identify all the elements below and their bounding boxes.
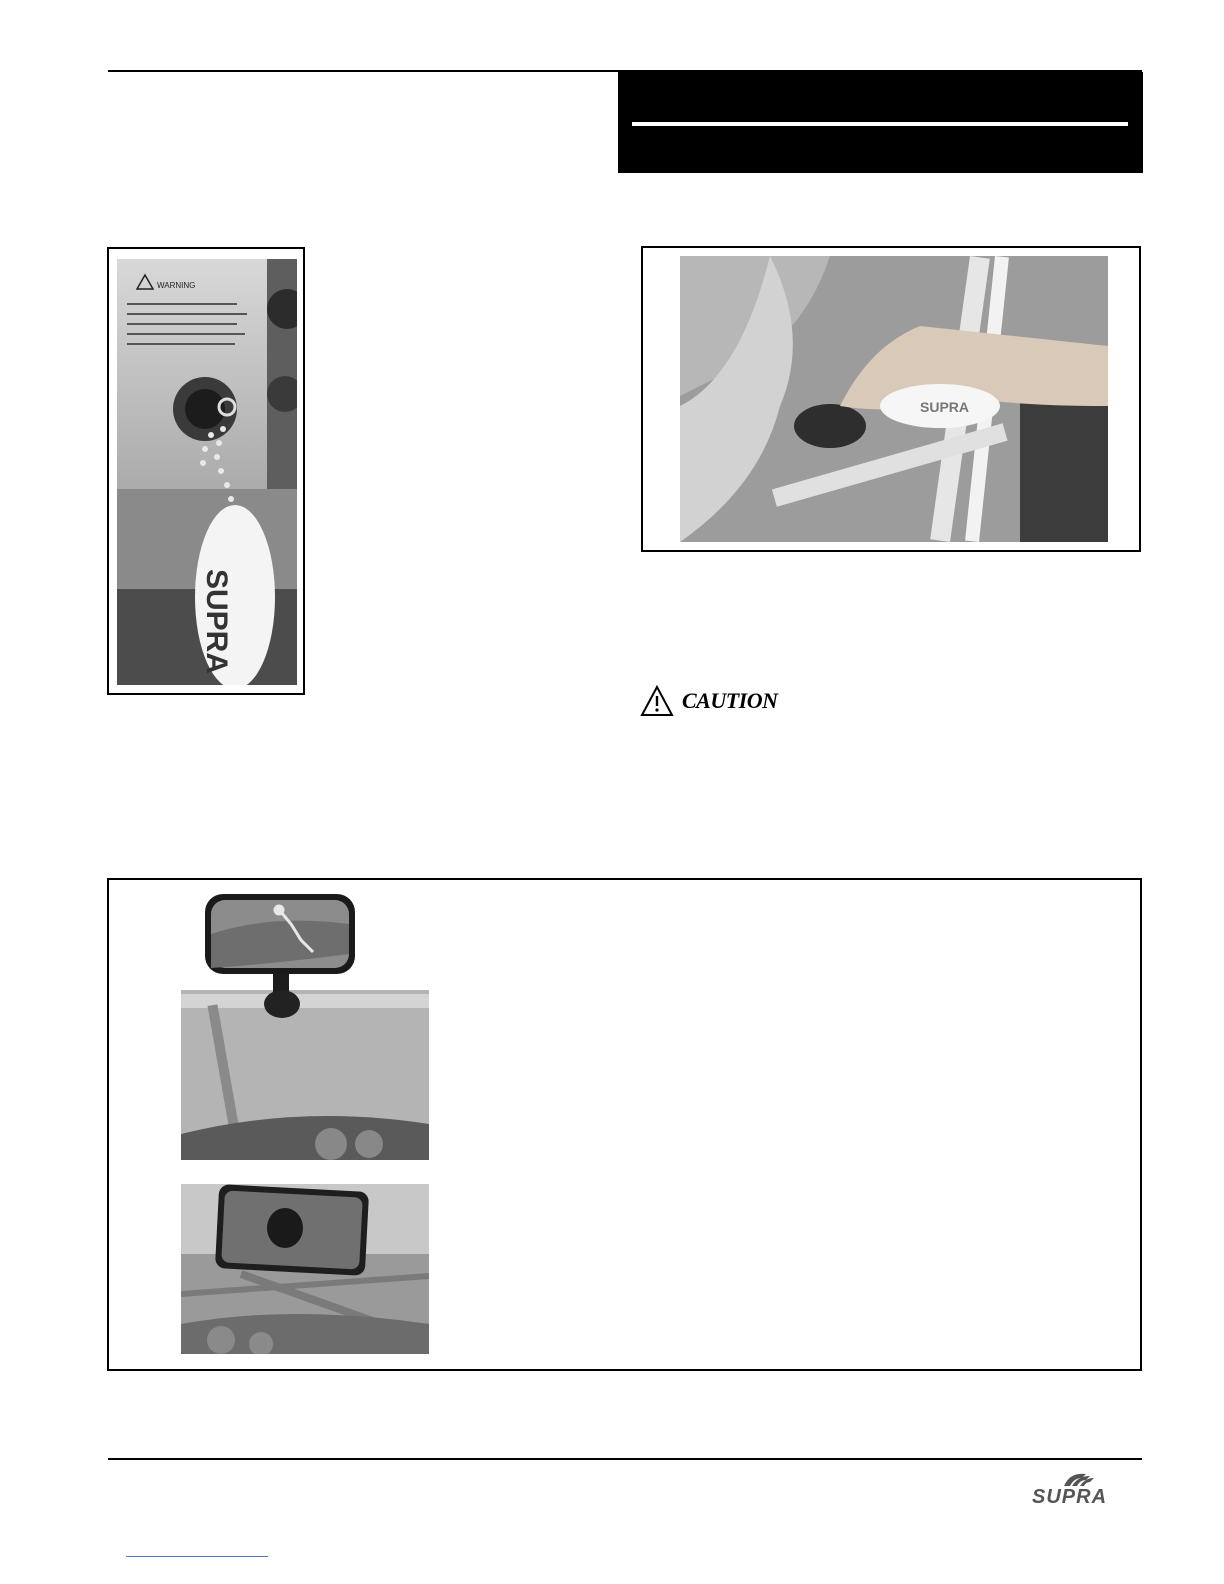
windshield-mirror-photo bbox=[181, 1184, 429, 1354]
warning-triangle-icon bbox=[640, 685, 674, 717]
warning-heading: WARNING bbox=[157, 281, 196, 290]
banner-divider bbox=[632, 122, 1128, 126]
ignition-key-photo bbox=[117, 259, 297, 685]
float-brand-text: SUPRA bbox=[920, 399, 970, 415]
section-banner bbox=[618, 72, 1143, 173]
figure-ignition-key bbox=[107, 247, 305, 695]
clamp-mirror-photo bbox=[181, 894, 429, 1160]
caution-label: CAUTION bbox=[682, 688, 778, 713]
logo-text: SUPRA bbox=[1032, 1486, 1108, 1504]
footer-link-underline[interactable] bbox=[126, 1556, 268, 1557]
caution-callout bbox=[640, 684, 778, 718]
float-brand-text: SUPRA bbox=[200, 569, 233, 675]
lanyard-photo bbox=[680, 256, 1108, 542]
figure-mirrors bbox=[107, 878, 1142, 1371]
supra-logo bbox=[1030, 1470, 1142, 1504]
figure-lanyard bbox=[641, 246, 1141, 552]
footer-rule bbox=[108, 1458, 1142, 1460]
